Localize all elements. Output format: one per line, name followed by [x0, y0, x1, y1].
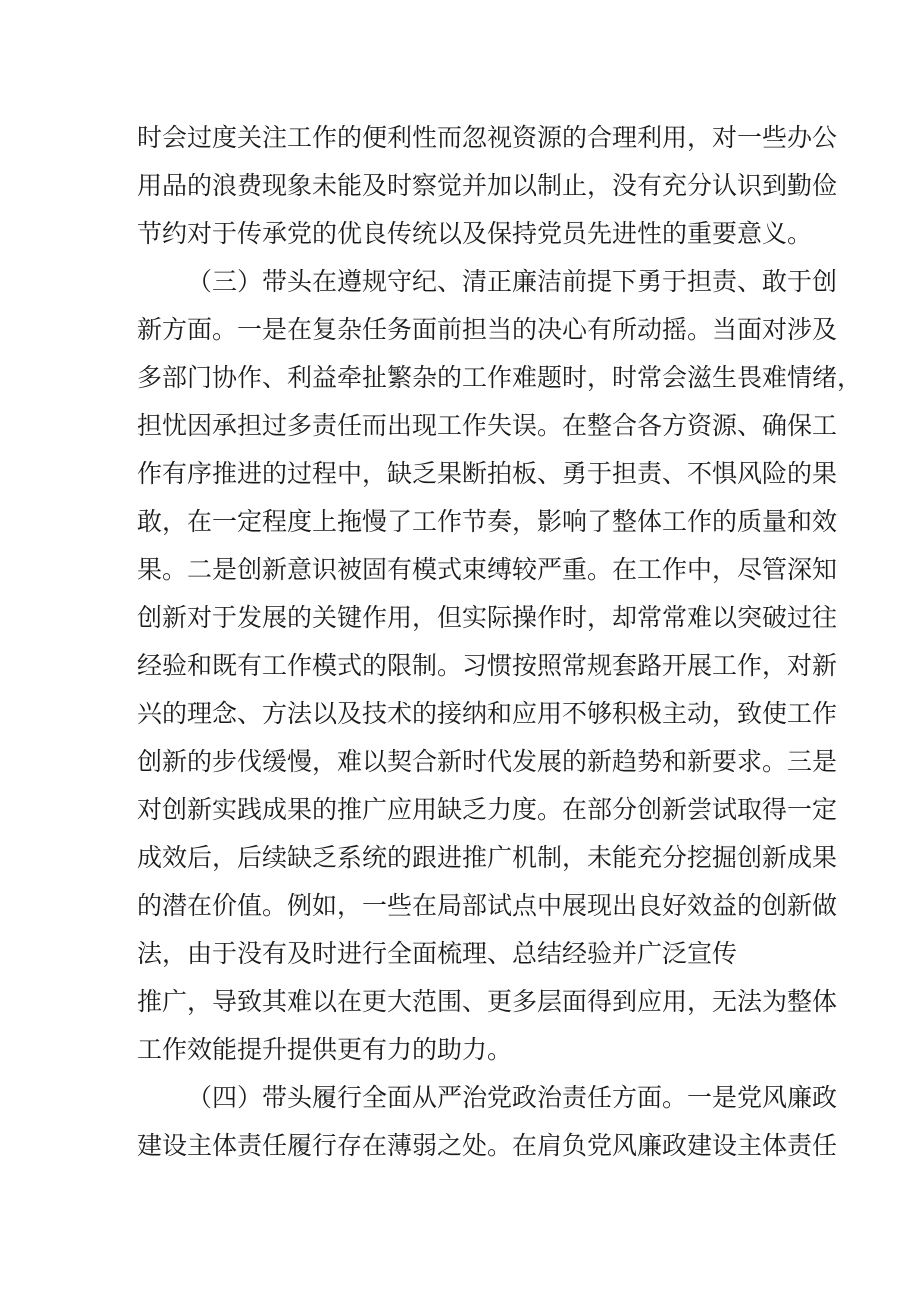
text-line: 创新的步伐缓慢，难以契合新时代发展的新趋势和新要求。三是 [137, 747, 838, 776]
text-line: 成效后，后续缺乏系统的跟进推广机制，未能充分挖掘创新成果 [137, 843, 838, 872]
text-line: 新方面。一是在复杂任务面前担当的决心有所动摇。当面对涉及 [137, 315, 838, 344]
section-heading-line: （三）带头在遵规守纪、清正廉洁前提下勇于担责、敢于创 [187, 267, 838, 296]
text-line: 果。二是创新意识被固有模式束缚较严重。在工作中，尽管深知 [137, 555, 838, 584]
text-line: 多部门协作、利益牵扯繁杂的工作难题时，时常会滋生畏难情绪， [137, 363, 863, 392]
text-line: 敢，在一定程度上拖慢了工作节奏，影响了整体工作的质量和效 [137, 507, 838, 536]
text-line: 兴的理念、方法以及技术的接纳和应用不够积极主动，致使工作 [137, 699, 838, 728]
text-line: 用品的浪费现象未能及时察觉并加以制止，没有充分认识到勤俭 [137, 171, 838, 200]
text-line: 工作效能提升提供更有力的助力。 [137, 1035, 513, 1064]
text-line: 担忧因承担过多责任而出现工作失误。在整合各方资源、确保工 [137, 411, 838, 440]
text-line: 对创新实践成果的推广应用缺乏力度。在部分创新尝试取得一定 [137, 795, 838, 824]
text-line: 建设主体责任履行存在薄弱之处。在肩负党风廉政建设主体责任 [137, 1131, 838, 1160]
text-line: 的潜在价值。例如，一些在局部试点中展现出良好效益的创新做 [137, 891, 838, 920]
text-line: 时会过度关注工作的便利性而忽视资源的合理利用，对一些办公 [137, 123, 838, 152]
text-line: 创新对于发展的关键作用，但实际操作时，却常常难以突破过往 [137, 603, 838, 632]
text-line: 节约对于传承党的优良传统以及保持党员先进性的重要意义。 [137, 219, 813, 248]
text-line: 推广，导致其难以在更大范围、更多层面得到应用，无法为整体 [137, 987, 838, 1016]
text-line: 经验和既有工作模式的限制。习惯按照常规套路开展工作，对新 [137, 651, 838, 680]
section-heading-line: （四）带头履行全面从严治党政治责任方面。一是党风廉政 [187, 1083, 838, 1112]
text-line: 法，由于没有及时进行全面梳理、总结经验并广泛宣传 [137, 939, 738, 968]
text-line: 作有序推进的过程中，缺乏果断拍板、勇于担责、不惧风险的果 [137, 459, 838, 488]
